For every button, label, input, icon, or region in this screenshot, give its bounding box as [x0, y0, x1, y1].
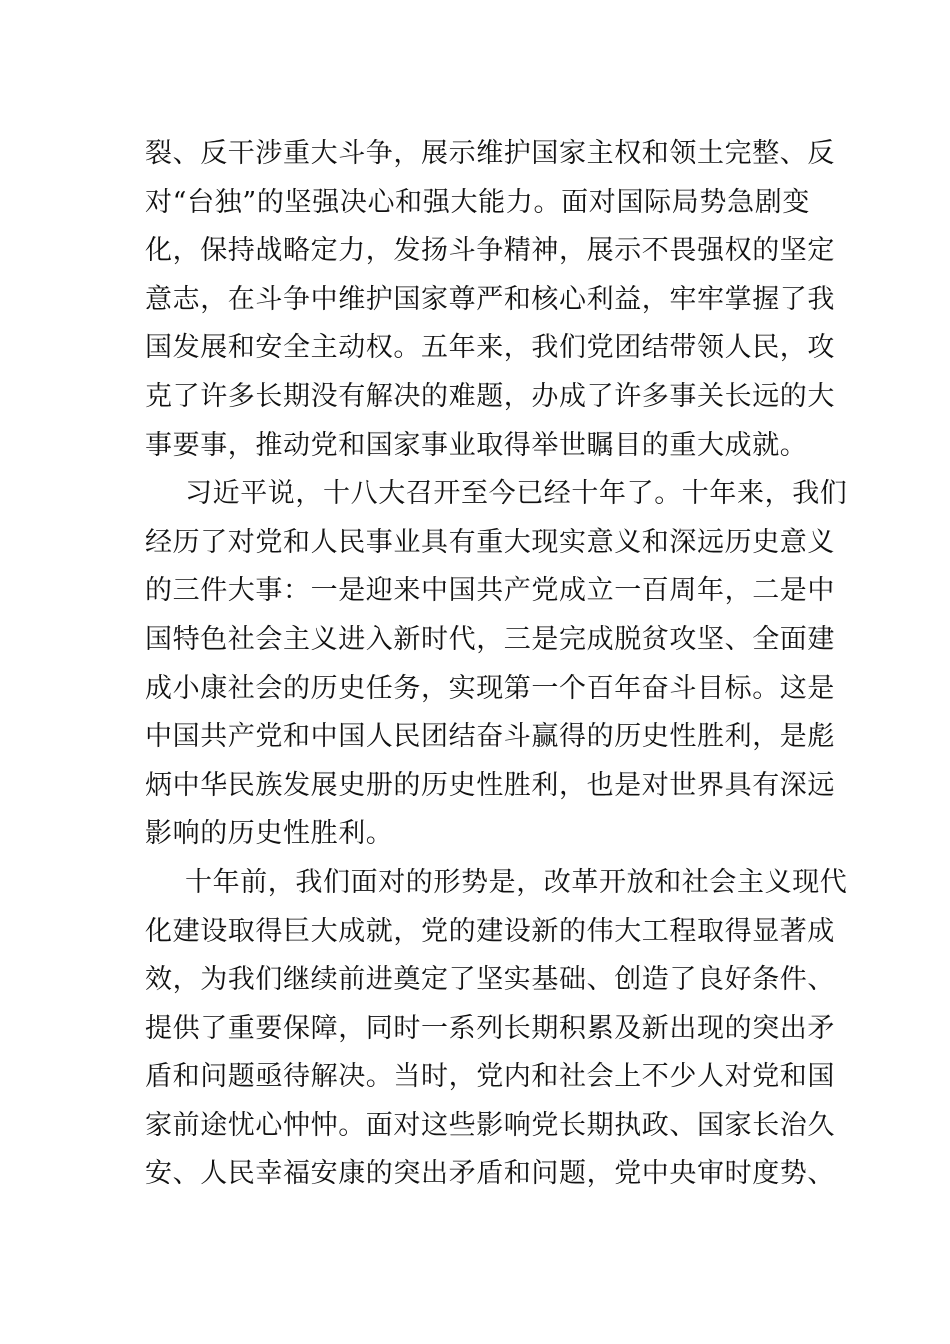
- text-line: 炳中华民族发展史册的历史性胜利，也是对世界具有深远: [145, 769, 835, 801]
- text-line: 意志，在斗争中维护国家尊严和核心利益，牢牢掌握了我: [145, 283, 835, 315]
- text-line: 国特色社会主义进入新时代，三是完成脱贫攻坚、全面建: [145, 623, 835, 655]
- text-line: 对“台独”的坚强决心和强大能力。面对国际局势急剧变: [145, 186, 810, 218]
- text-line: 影响的历史性胜利。: [145, 818, 394, 850]
- text-line: 化建设取得巨大成就，党的建设新的伟大工程取得显著成: [145, 915, 835, 947]
- text-line: 化，保持战略定力，发扬斗争精神，展示不畏强权的坚定: [145, 235, 835, 267]
- text-line: 十年前，我们面对的形势是，改革开放和社会主义现代: [185, 866, 848, 898]
- paragraph-3: [145, 859, 848, 1199]
- text-line: 成小康社会的历史任务，实现第一个百年奋斗目标。这是: [145, 672, 835, 704]
- body-text: [145, 130, 848, 1199]
- text-line: 国发展和安全主动权。五年来，我们党团结带领人民，攻: [145, 332, 835, 364]
- text-line: 克了许多长期没有解决的难题，办成了许多事关长远的大: [145, 380, 835, 412]
- paragraph-2: [145, 470, 848, 859]
- text-line: 盾和问题亟待解决。当时，党内和社会上不少人对党和国: [145, 1061, 835, 1093]
- text-line: 习近平说，十八大召开至今已经十年了。十年来，我们: [185, 478, 848, 510]
- text-line: 裂、反干涉重大斗争，展示维护国家主权和领土完整、反: [145, 138, 835, 169]
- text-line: 安、人民幸福安康的突出矛盾和问题，党中央审时度势、: [145, 1158, 835, 1190]
- text-line: 事要事，推动党和国家事业取得举世瞩目的重大成就。: [145, 429, 808, 461]
- text-line: 中国共产党和中国人民团结奋斗赢得的历史性胜利，是彪: [145, 721, 835, 753]
- text-line: 提供了重要保障，同时一系列长期积累及新出现的突出矛: [145, 1012, 835, 1044]
- text-line: 的三件大事：一是迎来中国共产党成立一百周年，二是中: [145, 575, 835, 607]
- text-line: 家前途忧心忡忡。面对这些影响党长期执政、国家长治久: [145, 1109, 835, 1141]
- paragraph-1: [145, 130, 835, 470]
- text-line: 经历了对党和人民事业具有重大现实意义和深远历史意义: [145, 526, 835, 558]
- text-line: 效，为我们继续前进奠定了坚实基础、创造了良好条件、: [145, 964, 835, 996]
